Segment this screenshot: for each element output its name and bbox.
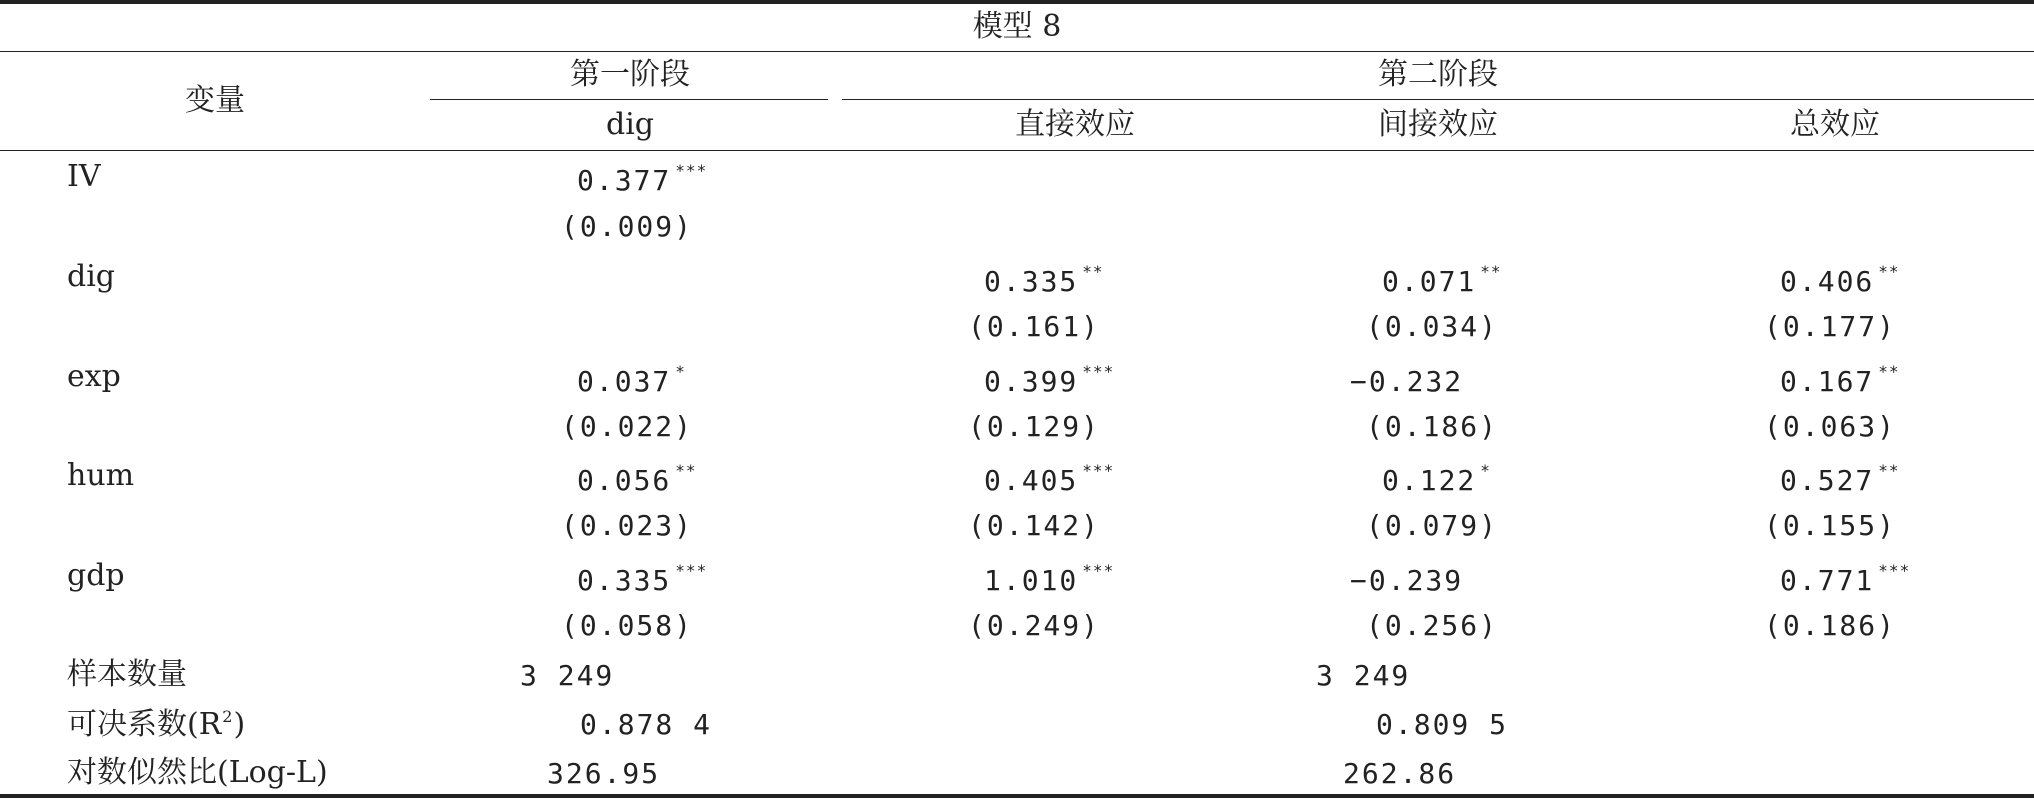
- coefficient: 0.527: [1780, 464, 1875, 497]
- standard-error: (0.256): [1366, 609, 1499, 642]
- table-cell: [1350, 364, 1467, 396]
- standard-error: (0.177): [1764, 310, 1897, 343]
- stage1-header: 第一阶段: [570, 57, 690, 92]
- table-cell: [984, 264, 1104, 296]
- coefficient: 0.122: [1382, 464, 1477, 497]
- table-cell: [1382, 463, 1491, 495]
- column-header-indirect-effect: 间接效应: [1378, 107, 1498, 142]
- coefficient: 0.405: [984, 464, 1079, 497]
- log-likelihood-stage1: 326.95: [547, 757, 661, 790]
- table-cell: [968, 310, 1101, 343]
- row-label-iv: IV: [67, 159, 101, 194]
- variable-header: 变量: [185, 83, 245, 118]
- table-cell: [577, 463, 697, 495]
- coefficient: 0.771: [1780, 564, 1875, 597]
- r-squared-superscript: 2: [222, 707, 234, 726]
- significance-stars: ***: [1878, 561, 1911, 580]
- significance-stars: **: [1480, 262, 1502, 281]
- table-cell: [1350, 563, 1467, 595]
- significance-stars: ***: [1082, 561, 1115, 580]
- significance-stars: **: [1878, 461, 1900, 480]
- significance-stars: ***: [675, 161, 708, 180]
- standard-error: (0.009): [561, 210, 694, 243]
- coefficient: 0.335: [984, 265, 1079, 298]
- standard-error: (0.186): [1366, 410, 1499, 443]
- table-cell: [968, 509, 1101, 542]
- table-cell: [1780, 364, 1900, 396]
- table-cell: [984, 563, 1114, 595]
- table-cell: [984, 463, 1114, 495]
- table-cell: [577, 563, 707, 595]
- table-cell: [577, 163, 707, 195]
- row-label-hum: hum: [67, 458, 135, 493]
- standard-error: (0.129): [968, 410, 1101, 443]
- table-cell: [1366, 410, 1499, 443]
- significance-stars: ***: [1082, 362, 1115, 381]
- row-label-sample-size: 样本数量: [67, 657, 187, 692]
- column-header-total-effect: 总效应: [1790, 107, 1880, 142]
- table-cell: [1366, 609, 1499, 642]
- column-header-dig: dig: [605, 107, 655, 142]
- sample-size-stage2: 3 249: [1316, 659, 1411, 692]
- coefficient: 0.377: [577, 164, 672, 197]
- significance-stars: **: [1878, 362, 1900, 381]
- coefficient: 0.399: [984, 365, 1079, 398]
- significance-stars: *: [675, 362, 686, 381]
- table-cell: [561, 210, 694, 243]
- table-cell: [1764, 609, 1897, 642]
- standard-error: (0.034): [1366, 310, 1499, 343]
- table-cell: [1366, 310, 1499, 343]
- column-header-direct-effect: 直接效应: [1015, 107, 1135, 142]
- top-rule: [0, 0, 2034, 4]
- row-label-exp: exp: [67, 359, 121, 394]
- table-cell: [1764, 509, 1897, 542]
- log-likelihood-stage2: 262.86: [1343, 757, 1457, 790]
- table-cell: [1764, 310, 1897, 343]
- row-label-r-squared: [67, 709, 245, 740]
- table-cell: [561, 410, 694, 443]
- row-label-log-likelihood: 对数似然比(Log-L): [67, 755, 328, 790]
- table-cell: [1780, 463, 1900, 495]
- table-cell: [968, 410, 1101, 443]
- coefficient: 0.335: [577, 564, 672, 597]
- table-cell: [984, 364, 1114, 396]
- r-squared-stage1: 0.878 4: [580, 708, 713, 741]
- coefficient: 0.037: [577, 365, 672, 398]
- standard-error: (0.249): [968, 609, 1101, 642]
- row-label-dig: dig: [67, 259, 116, 294]
- standard-error: (0.142): [968, 509, 1101, 542]
- coefficient: 0.406: [1780, 265, 1875, 298]
- coefficient: 0.071: [1382, 265, 1477, 298]
- standard-error: (0.022): [561, 410, 694, 443]
- standard-error: (0.155): [1764, 509, 1897, 542]
- bottom-rule: [0, 794, 2034, 798]
- table-cell: [1780, 264, 1900, 296]
- standard-error: (0.079): [1366, 509, 1499, 542]
- sample-size-stage1: 3 249: [520, 659, 615, 692]
- model-title: 模型 8: [972, 9, 1062, 44]
- model-title-rule: [0, 51, 2034, 52]
- significance-stars: **: [1082, 262, 1104, 281]
- stage2-underline: [842, 99, 2034, 100]
- table-cell: [1366, 509, 1499, 542]
- significance-stars: **: [1878, 262, 1900, 281]
- stage1-underline: [430, 99, 828, 100]
- standard-error: (0.063): [1764, 410, 1897, 443]
- standard-error: (0.186): [1764, 609, 1897, 642]
- coefficient: 1.010: [984, 564, 1079, 597]
- significance-stars: ***: [1082, 461, 1115, 480]
- significance-stars: *: [1480, 461, 1491, 480]
- table-cell: [561, 509, 694, 542]
- r-squared-label-suffix: ): [233, 707, 246, 742]
- significance-stars: ***: [675, 561, 708, 580]
- row-label-gdp: gdp: [67, 558, 125, 593]
- standard-error: (0.161): [968, 310, 1101, 343]
- r-squared-label-prefix: 可决系数(R: [67, 707, 222, 742]
- standard-error: (0.058): [561, 609, 694, 642]
- stage2-header: 第二阶段: [1378, 57, 1498, 92]
- table-cell: [1764, 410, 1897, 443]
- standard-error: (0.023): [561, 509, 694, 542]
- header-bottom-rule: [0, 150, 2034, 151]
- table-cell: [561, 609, 694, 642]
- coefficient: −0.232: [1350, 365, 1464, 398]
- table-cell: [968, 609, 1101, 642]
- table-cell: [1382, 264, 1502, 296]
- significance-stars: **: [675, 461, 697, 480]
- r-squared-stage2: 0.809 5: [1376, 708, 1509, 741]
- coefficient: 0.056: [577, 464, 672, 497]
- coefficient: 0.167: [1780, 365, 1875, 398]
- table-cell: [577, 364, 686, 396]
- table-cell: [1780, 563, 1910, 595]
- coefficient: −0.239: [1350, 564, 1464, 597]
